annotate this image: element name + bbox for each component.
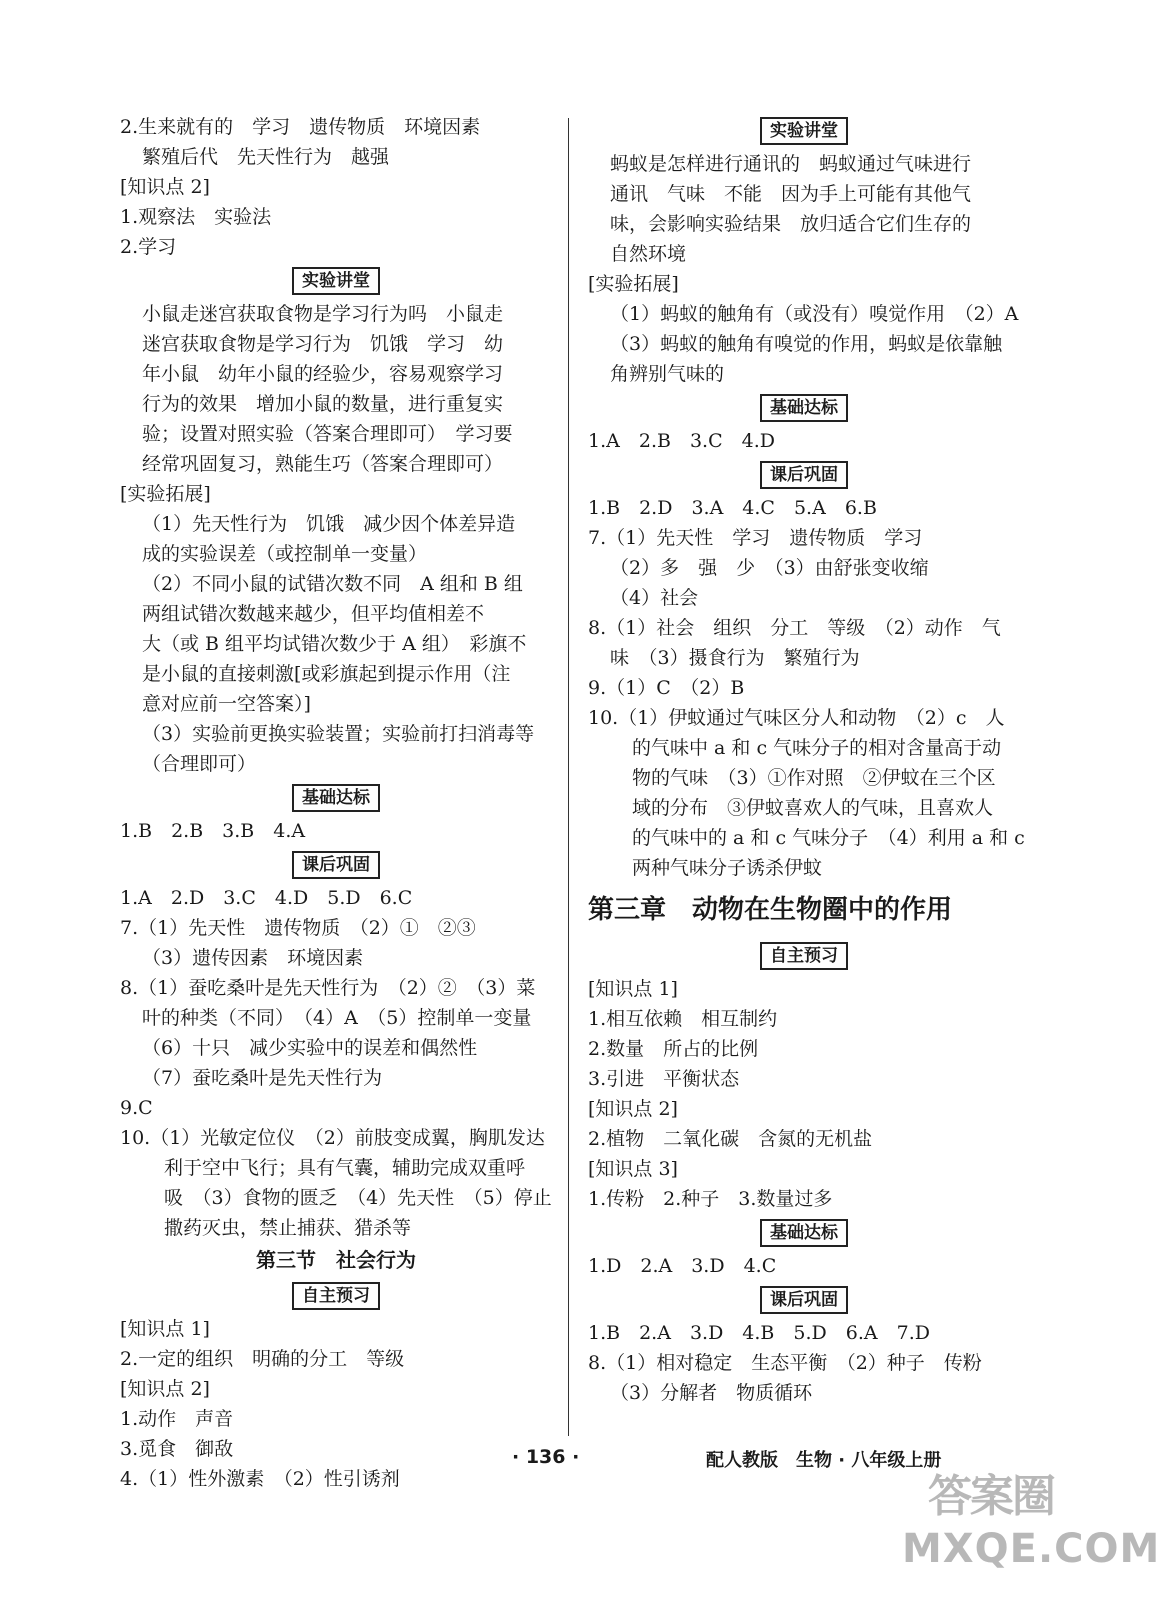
answer-line: 10.（1）伊蚊通过气味区分人和动物 （2）c 人 bbox=[588, 707, 1005, 729]
knowledge-point-label: [知识点 3] bbox=[588, 1158, 678, 1180]
answer-line: 行为的效果 增加小鼠的数量，进行重复实 bbox=[142, 393, 504, 415]
knowledge-point-label: [实验拓展] bbox=[588, 273, 679, 295]
answer-line: 吸 （3）食物的匮乏 （4）先天性 （5）停止 bbox=[164, 1187, 552, 1209]
section-heading: 实验讲堂 bbox=[760, 117, 848, 145]
answer-line: 2.生来就有的 学习 遗传物质 环境因素 bbox=[120, 116, 481, 138]
answer-line: 域的分布 ③伊蚊喜欢人的气味，且喜欢人 bbox=[632, 797, 994, 819]
answer-line: 1.观察法 实验法 bbox=[120, 206, 272, 228]
answer-line: 1.相互依赖 相互制约 bbox=[588, 1008, 778, 1030]
answer-line: 9.（1）C （2）B bbox=[588, 677, 745, 699]
answer-line: 8.（1）社会 组织 分工 等级 （2）动作 气 bbox=[588, 617, 1001, 639]
answer-line: （4）社会 bbox=[610, 587, 699, 609]
answer-line: （1）先天性行为 饥饿 减少因个体差异造 bbox=[142, 513, 516, 535]
answer-line: 通讯 气味 不能 因为手上可能有其他气 bbox=[610, 183, 972, 205]
answer-line: 1.B 2.B 3.B 4.A bbox=[120, 820, 306, 842]
section-heading: 课后巩固 bbox=[292, 851, 380, 879]
chapter-title: 第三章 动物在生物圈中的作用 bbox=[588, 895, 953, 925]
answer-line: 2.学习 bbox=[120, 236, 177, 258]
section-heading: 课后巩固 bbox=[760, 461, 848, 489]
answer-line: （3）分解者 物质循环 bbox=[610, 1382, 813, 1404]
answer-line: 利于空中飞行；具有气囊，辅助完成双重呼 bbox=[164, 1157, 526, 1179]
section-heading: 基础达标 bbox=[760, 394, 848, 422]
section-heading-box bbox=[588, 937, 1020, 974]
right-column bbox=[588, 112, 1025, 1408]
section-heading: 课后巩固 bbox=[760, 1286, 848, 1314]
answer-line: （合理即可） bbox=[142, 753, 257, 775]
knowledge-point-label: [知识点 2] bbox=[120, 176, 210, 198]
answer-line: 撒药灭虫，禁止捕获、猎杀等 bbox=[164, 1217, 412, 1239]
answer-line: （7）蚕吃桑叶是先天性行为 bbox=[142, 1067, 383, 1089]
section-heading-box bbox=[588, 1214, 1020, 1251]
answer-line: 1.A 2.B 3.C 4.D bbox=[588, 430, 775, 452]
answer-line: 味 （3）摄食行为 繁殖行为 bbox=[610, 647, 860, 669]
answer-line: 7.（1）先天性 遗传物质 （2）① ②③ bbox=[120, 917, 476, 939]
book-info: 配人教版 生物 · 八年级上册 bbox=[706, 1450, 942, 1471]
knowledge-point-label: [知识点 2] bbox=[120, 1378, 210, 1400]
answer-line: 1.B 2.D 3.A 4.C 5.A 6.B bbox=[588, 497, 877, 519]
section-heading-box bbox=[588, 389, 1020, 426]
answer-line: 叶的种类（不同） （4）A （5）控制单一变量 bbox=[142, 1007, 532, 1029]
answer-line: 2.植物 二氧化碳 含氮的无机盐 bbox=[588, 1128, 873, 1150]
column-divider bbox=[568, 118, 569, 1436]
answer-line: 3.引进 平衡状态 bbox=[588, 1068, 740, 1090]
section-heading: 基础达标 bbox=[292, 784, 380, 812]
left-column bbox=[120, 112, 552, 1494]
watermark-logo bbox=[902, 1460, 1160, 1580]
answer-line: 的气味中 a 和 c 气味分子的相对含量高于动 bbox=[632, 737, 1002, 759]
answer-line: 4.（1）性外激素 （2）性引诱剂 bbox=[120, 1468, 400, 1490]
watermark-url: MXQE.COM bbox=[902, 1526, 1160, 1572]
answer-line: 两组试错次数越来越少，但平均值相差不 bbox=[142, 603, 485, 625]
section-heading: 自主预习 bbox=[292, 1282, 380, 1310]
answer-line: 3.觅食 御敌 bbox=[120, 1438, 234, 1460]
answer-line: 的气味中的 a 和 c 气味分子 （4）利用 a 和 c bbox=[632, 827, 1025, 849]
answer-line: 经常巩固复习，熟能生巧（答案合理即可） bbox=[142, 453, 504, 475]
answer-line: 蚂蚁是怎样进行通讯的 蚂蚁通过气味进行 bbox=[610, 153, 972, 175]
answer-line: 9.C bbox=[120, 1097, 153, 1119]
answer-line: （3）蚂蚁的触角有嗅觉的作用，蚂蚁是依靠触 bbox=[610, 333, 1003, 355]
answer-line: 7.（1）先天性 学习 遗传物质 学习 bbox=[588, 527, 923, 549]
answer-line: 自然环境 bbox=[610, 243, 687, 265]
answer-line: 是小鼠的直接刺激[或彩旗起到提示作用（注 bbox=[142, 663, 511, 685]
answer-line: （6）十只 减少实验中的误差和偶然性 bbox=[142, 1037, 478, 1059]
answer-line: 1.B 2.A 3.D 4.B 5.D 6.A 7.D bbox=[588, 1322, 930, 1344]
answer-line: 1.动作 声音 bbox=[120, 1408, 234, 1430]
section-heading-box bbox=[588, 112, 1020, 149]
answer-line: 1.D 2.A 3.D 4.C bbox=[588, 1255, 777, 1277]
answer-line: 物的气味 （3）①作对照 ②伊蚊在三个区 bbox=[632, 767, 996, 789]
answer-line: （2）不同小鼠的试错次数不同 A 组和 B 组 bbox=[142, 573, 523, 595]
answer-line: 成的实验误差（或控制单一变量） bbox=[142, 543, 428, 565]
section-heading-box bbox=[120, 779, 552, 816]
section-heading-box bbox=[120, 846, 552, 883]
section-heading: 实验讲堂 bbox=[292, 267, 380, 295]
answer-line: （3）实验前更换实验装置；实验前打扫消毒等 bbox=[142, 723, 535, 745]
watermark-text: 答案圈 bbox=[928, 1471, 1054, 1522]
answer-line: 8.（1）蚕吃桑叶是先天性行为 （2）② （3）菜 bbox=[120, 977, 536, 999]
answer-line: 两种气味分子诱杀伊蚊 bbox=[632, 857, 823, 879]
section-heading-box bbox=[120, 262, 552, 299]
answer-line: 1.A 2.D 3.C 4.D 5.D 6.C bbox=[120, 887, 413, 909]
answer-line: 味，会影响实验结果 放归适合它们生存的 bbox=[610, 213, 972, 235]
answer-line: （1）蚂蚁的触角有（或没有）嗅觉作用 （2）A bbox=[610, 303, 1019, 325]
answer-line: 2.一定的组织 明确的分工 等级 bbox=[120, 1348, 405, 1370]
answer-line: 角辨别气味的 bbox=[610, 363, 725, 385]
answer-line: 8.（1）相对稳定 生态平衡 （2）种子 传粉 bbox=[588, 1352, 982, 1374]
answer-line: 小鼠走迷宫获取食物是学习行为吗 小鼠走 bbox=[142, 303, 504, 325]
knowledge-point-label: [实验拓展] bbox=[120, 483, 211, 505]
section-heading-box bbox=[588, 1281, 1020, 1318]
section-title: 第三节 社会行为 bbox=[256, 1248, 416, 1272]
knowledge-point-label: [知识点 1] bbox=[588, 978, 678, 1000]
answer-line: 1.传粉 2.种子 3.数量过多 bbox=[588, 1188, 833, 1210]
answer-line: 大（或 B 组平均试错次数少于 A 组） 彩旗不 bbox=[142, 633, 527, 655]
answer-line: （2）多 强 少 （3）由舒张变收缩 bbox=[610, 557, 929, 579]
answer-line: 迷宫获取食物是学习行为 饥饿 学习 幼 bbox=[142, 333, 504, 355]
section-heading: 基础达标 bbox=[760, 1219, 848, 1247]
answer-line: 验；设置对照实验（答案合理即可） 学习要 bbox=[142, 423, 513, 445]
answer-line: 10.（1）光敏定位仪 （2）前肢变成翼，胸肌发达 bbox=[120, 1127, 545, 1149]
answer-line: （3）遗传因素 环境因素 bbox=[142, 947, 364, 969]
answer-line: 繁殖后代 先天性行为 越强 bbox=[142, 146, 390, 168]
section-heading: 自主预习 bbox=[760, 942, 848, 970]
answer-line: 意对应前一空答案）] bbox=[142, 693, 311, 715]
page-number: · 136 · bbox=[512, 1446, 580, 1468]
answer-line: 年小鼠 幼年小鼠的经验少，容易观察学习 bbox=[142, 363, 504, 385]
knowledge-point-label: [知识点 2] bbox=[588, 1098, 678, 1120]
knowledge-point-label: [知识点 1] bbox=[120, 1318, 210, 1340]
answer-line: 2.数量 所占的比例 bbox=[588, 1038, 759, 1060]
section-heading-box bbox=[120, 1277, 552, 1314]
section-heading-box bbox=[588, 456, 1020, 493]
